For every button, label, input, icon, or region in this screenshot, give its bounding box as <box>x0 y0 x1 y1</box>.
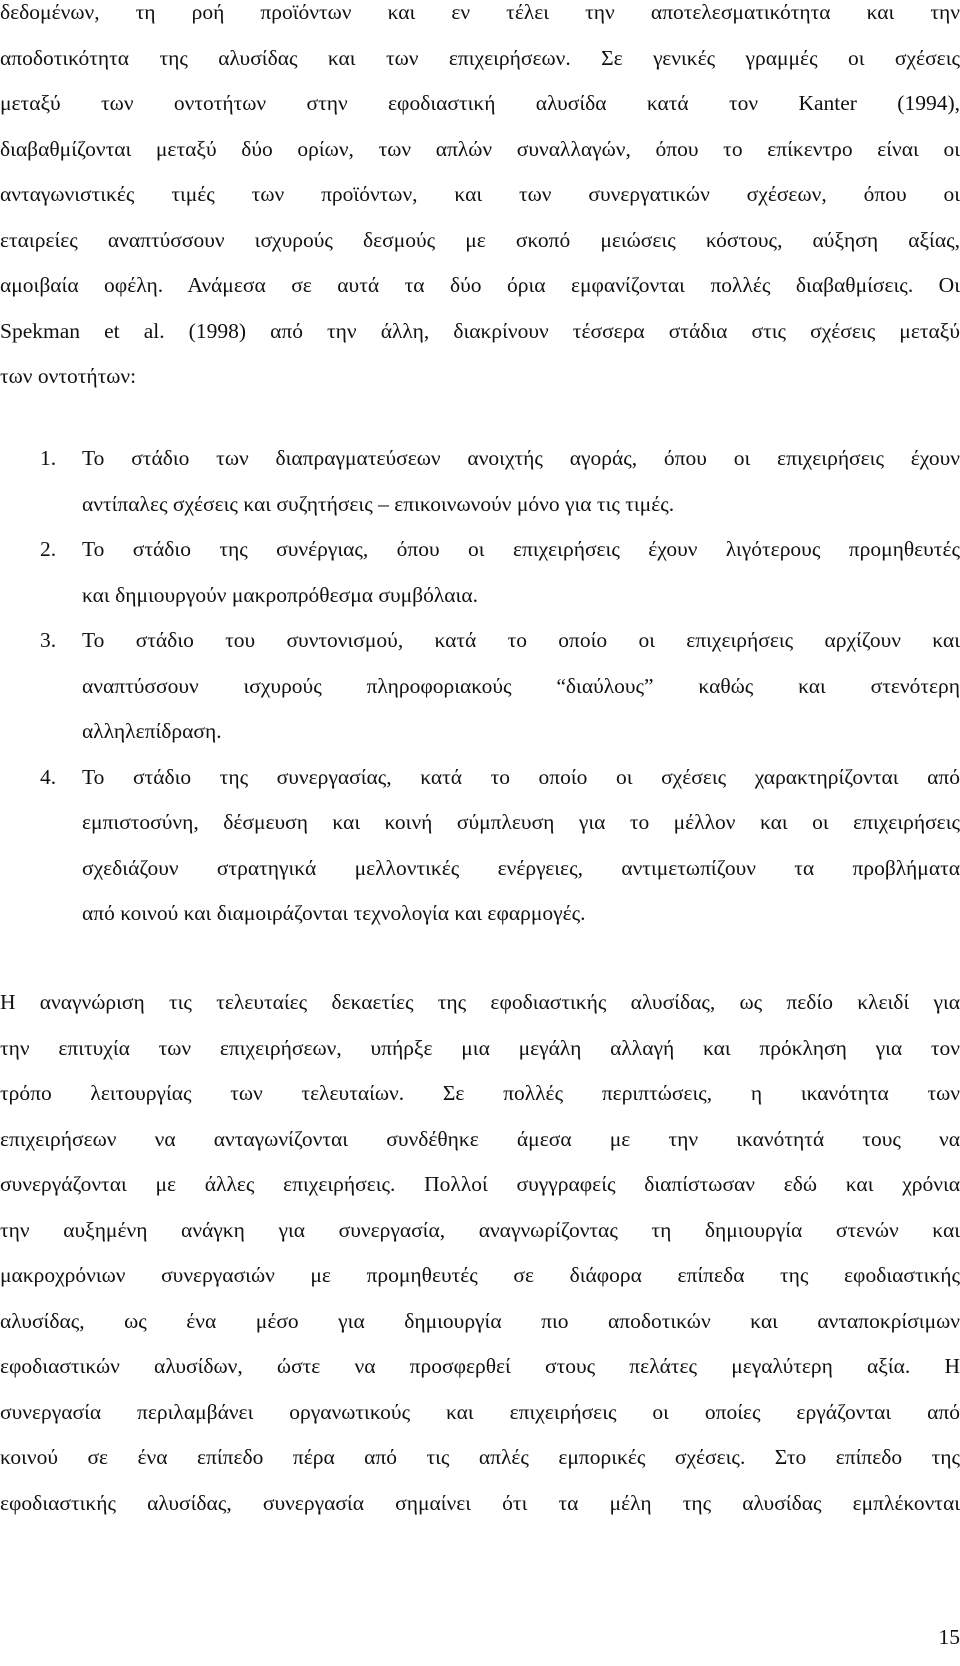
stage-text <box>82 527 960 618</box>
list-number: 2. <box>40 537 57 561</box>
paragraph-1-line: Spekman et al. (1998) από την άλλη, διακρίνουν τέσσερα στάδια στις σχέσεις μεταξύ <box>0 318 960 343</box>
paragraph-2-line: Η αναγνώριση τις τελευταίες δεκαετίες της εφοδιαστικής αλυσίδας, ως πεδίο κλειδί για <box>0 990 960 1014</box>
paragraph-2-line: κοινού σε ένα επίπεδο πέρα από τις απλές εμπορικές σχέσεις. Στο επίπεδο της <box>0 1445 960 1469</box>
list-number: 3. <box>40 628 57 652</box>
paragraph-2 <box>0 980 960 1526</box>
paragraph-2-line: την επιτυχία των επιχειρήσεων, υπήρξε μια μεγάλη αλλαγή και πρόκληση για τον <box>0 1035 960 1060</box>
paragraph-2-line: την αυξημένη ανάγκη για συνεργασία, αναγνωρίζοντας τη δημιουργία στενών και <box>0 1217 960 1242</box>
stage-line: Το στάδιο της συνεργασίας, κατά το οποίο οι σχέσεις χαρακτηρίζονται από <box>82 764 960 789</box>
paragraph-1-line: δεδομένων, τη ροή προϊόντων και εν τέλει την αποτελεσματικότητα και την <box>0 0 960 24</box>
stage-line: αναπτύσσουν ισχυρούς πληροφοριακούς “διαύλους” καθώς και στενότερη <box>82 673 960 698</box>
stage-line: Το στάδιο των διαπραγματεύσεων ανοιχτής αγοράς, όπου οι επιχειρήσεις έχουν <box>82 446 960 470</box>
paragraph-1 <box>0 0 960 400</box>
stage-text <box>82 618 960 755</box>
stage-line: εμπιστοσύνη, δέσμευση και κοινή σύμπλευση για το μέλλον και οι επιχειρήσεις <box>82 810 960 834</box>
paragraph-2-line: εφοδιαστικής αλυσίδας, συνεργασία σημαίνει ότι τα μέλη της αλυσίδας εμπλέκονται <box>0 1490 960 1515</box>
stage-line: από κοινού και διαμοιράζονται τεχνολογία και εφαρμογές. <box>82 901 586 925</box>
paragraph-1-line: μεταξύ των οντοτήτων στην εφοδιαστική αλυσίδα κατά τον Kanter (1994), <box>0 91 960 115</box>
stage-line: αλληλεπίδραση. <box>82 719 222 743</box>
paragraph-2-line: συνεργάζονται με άλλες επιχειρήσεις. Πολλοί συγγραφείς διαπίστωσαν εδώ και χρόνια <box>0 1172 960 1196</box>
stage-line: Το στάδιο της συνέργιας, όπου οι επιχειρήσεις έχουν λιγότερους προμηθευτές <box>82 537 960 561</box>
stage-item-3 <box>0 618 960 755</box>
paragraph-2-line: εφοδιαστικών αλυσίδων, ώστε να προσφερθεί στους πελάτες μεγαλύτερη αξία. Η <box>0 1354 960 1378</box>
paragraph-2-line: συνεργασία περιλαμβάνει οργανωτικούς και επιχειρήσεις οι οποίες εργάζονται από <box>0 1399 960 1424</box>
paragraph-2-line: τρόπο λειτουργίας των τελευταίων. Σε πολλές περιπτώσεις, η ικανότητα των <box>0 1081 960 1105</box>
stage-line: αντίπαλες σχέσεις και συζητήσεις – επικοινωνούν μόνο για τις τιμές. <box>82 491 675 516</box>
stage-line: και δημιουργούν μακροπρόθεσμα συμβόλαια. <box>82 582 478 607</box>
paragraph-1-line: εταιρείες αναπτύσσουν ισχυρούς δεσμούς με σκοπό μειώσεις κόστους, αύξηση αξίας, <box>0 227 960 252</box>
paragraph-1-line: αποδοτικότητα της αλυσίδας και των επιχειρήσεων. Σε γενικές γραμμές οι σχέσεις <box>0 45 960 70</box>
paragraph-1-line: διαβαθμίζονται μεταξύ δύο ορίων, των απλών συναλλαγών, όπου το επίκεντρο είναι οι <box>0 136 960 161</box>
paragraph-2-line: επιχειρήσεων να ανταγωνίζονται συνδέθηκε άμεσα με την ικανότητά τους να <box>0 1126 960 1151</box>
paragraph-2-line: αλυσίδας, ως ένα μέσο για δημιουργία πιο αποδοτικών και ανταποκρίσιμων <box>0 1308 960 1333</box>
paragraph-1-line: αμοιβαία οφέλη. Ανάμεσα σε αυτά τα δύο όρια εμφανίζονται πολλές διαβαθμίσεις. Οι <box>0 273 960 297</box>
paragraph-1-line: ανταγωνιστικές τιμές των προϊόντων, και των συνεργατικών σχέσεων, όπου οι <box>0 182 960 206</box>
stages-list <box>0 436 960 937</box>
stage-line: Το στάδιο του συντονισμού, κατά το οποίο οι επιχειρήσεις αρχίζουν και <box>82 628 960 652</box>
stage-item-1 <box>0 436 960 527</box>
stage-line: σχεδιάζουν στρατηγικά μελλοντικές ενέργειες, αντιμετωπίζουν τα προβλήματα <box>82 855 960 880</box>
stage-text <box>82 755 960 937</box>
stage-item-2 <box>0 527 960 618</box>
stage-item-4 <box>0 755 960 937</box>
paragraph-1-line: των οντοτήτων: <box>0 364 137 388</box>
paragraph-2-line: μακροχρόνιων συνεργασιών με προμηθευτές σε διάφορα επίπεδα της εφοδιαστικής <box>0 1263 960 1287</box>
list-number: 1. <box>40 446 57 470</box>
list-number: 4. <box>40 764 57 789</box>
page-number: 15 <box>938 1625 960 1649</box>
stage-text <box>82 436 960 527</box>
